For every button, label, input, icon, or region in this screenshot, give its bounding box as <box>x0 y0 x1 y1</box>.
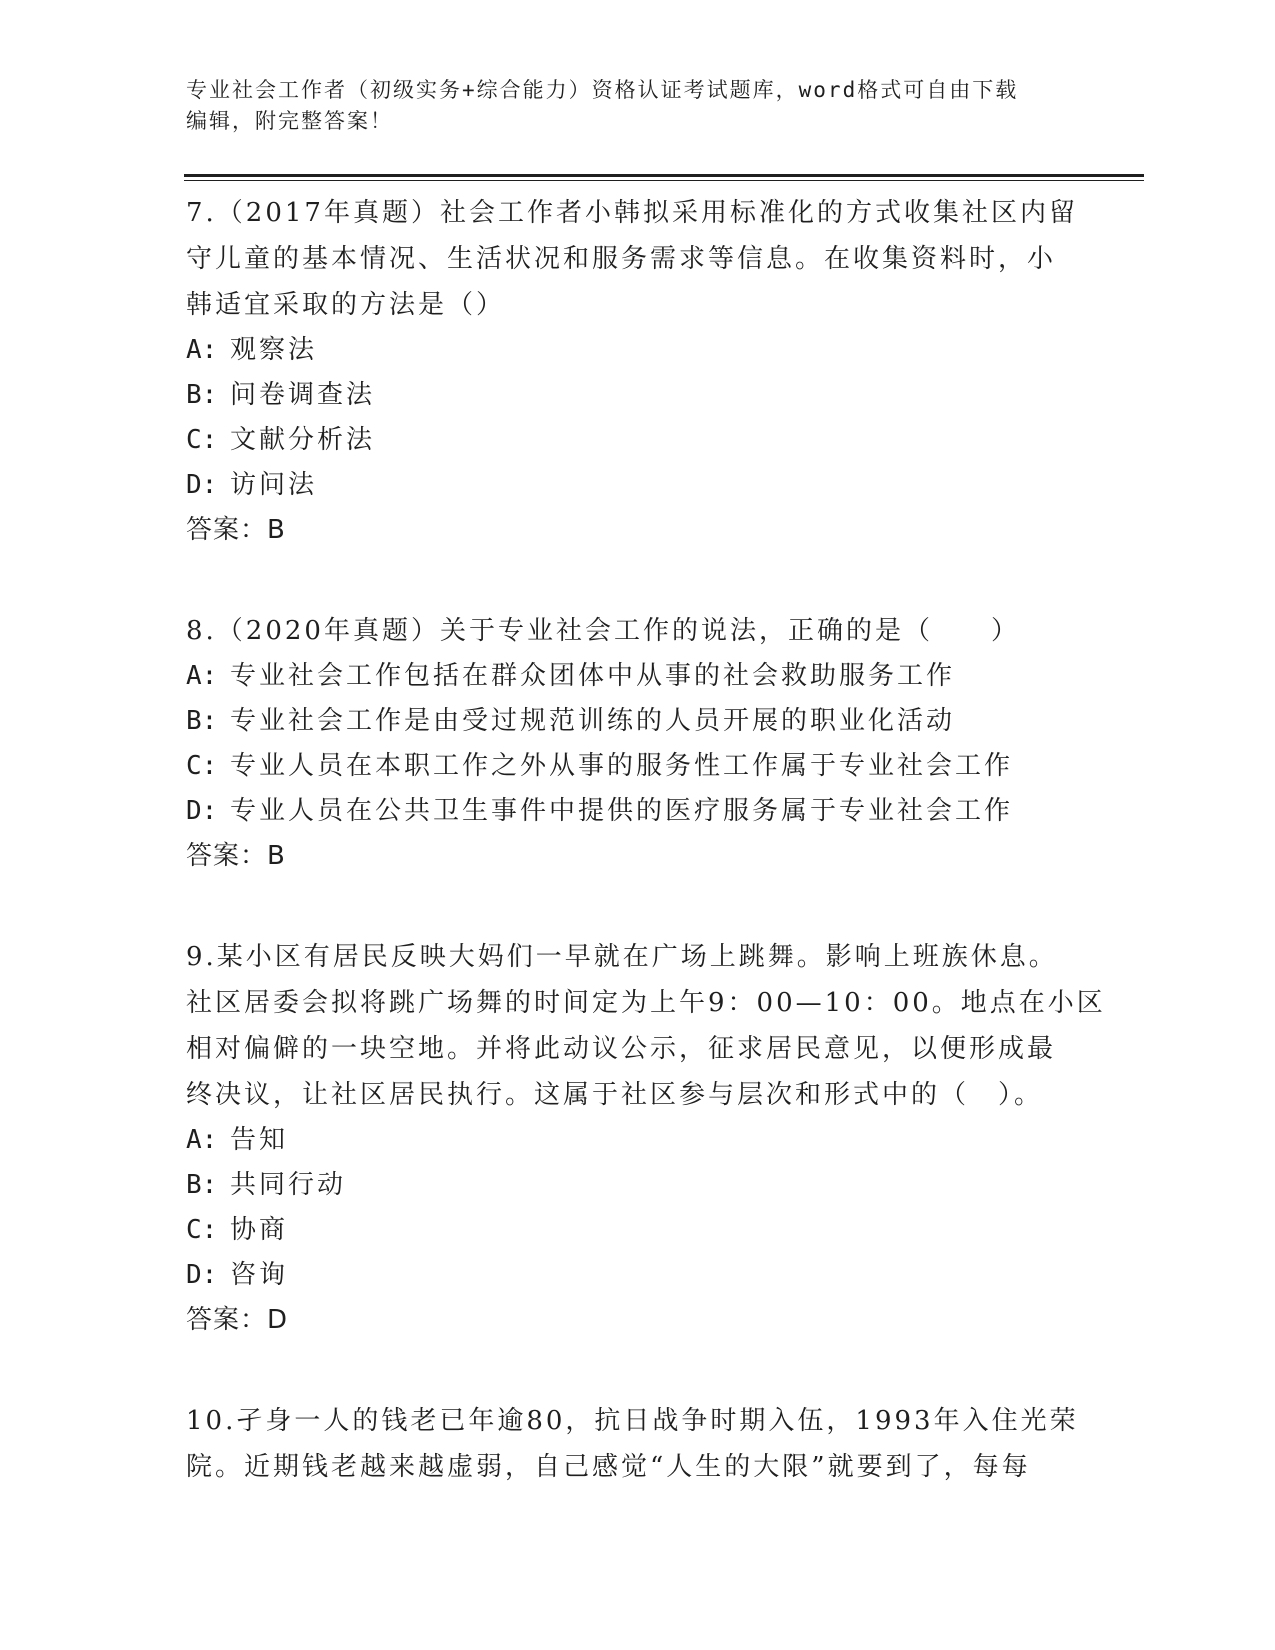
option-letter: B: <box>186 1170 218 1200</box>
question-8 <box>186 608 1086 879</box>
question-text: 10.孑身一人的钱老已年逾80，抗日战争时期入伍，1993年入住光荣 <box>186 1406 1079 1436</box>
option-d <box>186 1253 1086 1298</box>
option-letter: D: <box>186 1260 218 1290</box>
question-text: 院。近期钱老越来越虚弱，自己感觉“人生的大限”就要到了，每每 <box>186 1452 1031 1482</box>
question-text: 7.（2017年真题）社会工作者小韩拟采用标准化的方式收集社区内留 <box>186 198 1078 228</box>
answer-line: 答案：B <box>186 841 286 871</box>
option-text: 专业社会工作是由受过规范训练的人员开展的职业化活动 <box>230 706 956 736</box>
option-b <box>186 1163 1086 1208</box>
question-text: 守儿童的基本情况、生活状况和服务需求等信息。在收集资料时，小 <box>186 244 1057 274</box>
option-a <box>186 328 1086 373</box>
page-header <box>186 75 1086 137</box>
question-10 <box>186 1398 1086 1490</box>
option-letter: B: <box>186 706 218 736</box>
option-letter: A: <box>186 661 218 691</box>
option-letter: B: <box>186 380 218 410</box>
option-text: 问卷调查法 <box>230 380 376 410</box>
question-text: 相对偏僻的一块空地。并将此动议公示，征求居民意见，以便形成最 <box>186 1034 1057 1064</box>
option-text: 专业人员在公共卫生事件中提供的医疗服务属于专业社会工作 <box>230 796 1014 826</box>
option-d <box>186 463 1086 508</box>
option-c <box>186 418 1086 463</box>
answer-line: 答案：B <box>186 515 286 545</box>
header-rule-thin <box>184 180 1144 181</box>
answer-line: 答案：D <box>186 1305 289 1335</box>
question-text: 8.（2020年真题）关于专业社会工作的说法，正确的是（ ） <box>186 616 1020 646</box>
option-letter: A: <box>186 335 218 365</box>
option-letter: C: <box>186 1215 218 1245</box>
question-text: 9.某小区有居民反映大妈们一早就在广场上跳舞。影响上班族休息。 <box>186 942 1058 972</box>
option-letter: D: <box>186 796 218 826</box>
option-c <box>186 1208 1086 1253</box>
option-text: 观察法 <box>230 335 318 365</box>
header-rule-thick <box>184 174 1144 177</box>
option-text: 协商 <box>230 1215 289 1245</box>
option-text: 咨询 <box>230 1260 289 1290</box>
option-d <box>186 789 1086 834</box>
option-letter: C: <box>186 425 218 455</box>
option-b <box>186 699 1086 744</box>
question-7 <box>186 190 1086 553</box>
header-line: 专业社会工作者（初级实务+综合能力）资格认证考试题库，word格式可自由下载 <box>186 78 1019 102</box>
option-text: 文献分析法 <box>230 425 376 455</box>
option-b <box>186 373 1086 418</box>
option-letter: A: <box>186 1125 218 1155</box>
option-letter: C: <box>186 751 218 781</box>
option-c <box>186 744 1086 789</box>
question-list <box>186 190 1106 1545</box>
question-text: 终决议，让社区居民执行。这属于社区参与层次和形式中的（ ）。 <box>186 1080 1044 1110</box>
option-text: 专业人员在本职工作之外从事的服务性工作属于专业社会工作 <box>230 751 1014 781</box>
option-text: 访问法 <box>230 470 318 500</box>
question-9 <box>186 934 1106 1343</box>
question-text: 韩适宜采取的方法是（） <box>186 290 506 320</box>
option-text: 告知 <box>230 1125 289 1155</box>
option-text: 共同行动 <box>230 1170 347 1200</box>
question-text: 社区居委会拟将跳广场舞的时间定为上午9：00—10：00。地点在小区 <box>186 988 1106 1018</box>
option-a <box>186 654 1086 699</box>
header-line: 编辑，附完整答案！ <box>186 109 393 133</box>
option-a <box>186 1118 1086 1163</box>
option-letter: D: <box>186 470 218 500</box>
option-text: 专业社会工作包括在群众团体中从事的社会救助服务工作 <box>230 661 956 691</box>
